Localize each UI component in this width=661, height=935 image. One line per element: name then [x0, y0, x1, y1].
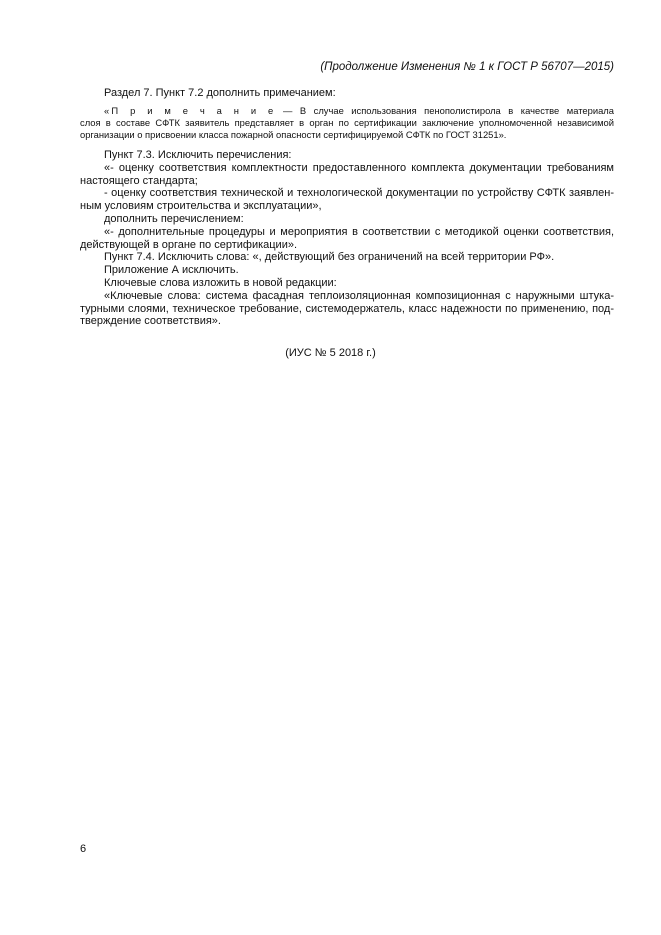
page-number: 6 — [80, 843, 87, 855]
note-line-3: организации о присвоении класса пожарной опасности сертифицируемой СФТК по ГОСТ 31251». — [80, 129, 507, 140]
body-line: турными слоями, техническое требование, системодержатель, класс надежности по применению, под- — [80, 302, 614, 315]
body-line: «- дополнительные процедуры и мероприятия в соответствии с методикой оценки соответствия, — [104, 225, 614, 238]
body-line: ным условиям строительства и эксплуатации», — [80, 200, 322, 213]
body-line: Ключевые слова изложить в новой редакции: — [104, 276, 337, 289]
note-block — [80, 105, 614, 141]
note-line-2: слоя в составе СФТК заявитель представляет в орган по сертификации заключение уполномоченной независимой — [80, 117, 614, 128]
body-line: Пункт 7.3. Исключить перечисления: — [104, 149, 292, 161]
body-line: настоящего стандарта; — [80, 174, 198, 187]
note-label: «П р и м е ч а н и е — [104, 105, 276, 116]
body-line: «Ключевые слова: система фасадная теплоизоляционная композиционная с наружными штука- — [104, 289, 614, 302]
body-line: - оценку соответствия технической и технологической документации по устройству СФТК заявлен- — [104, 187, 614, 200]
note-text: — В случае использования пенополистирола в качестве материала — [282, 105, 614, 116]
section-7-intro: Раздел 7. Пункт 7.2 дополнить примечанием: — [104, 87, 336, 99]
body-line: Пункт 7.4. Исключить слова: «, действующий без ограничений на всей территории РФ». — [104, 251, 555, 264]
body-line: тверждение соответствия». — [80, 315, 221, 328]
body-line: дополнить перечислением: — [104, 212, 244, 225]
body-line: действующей в органе по сертификации». — [80, 238, 298, 251]
running-header: (Продолжение Изменения № 1 к ГОСТ Р 56707—2015) — [320, 61, 614, 73]
body-line: Приложение А исключить. — [104, 264, 239, 277]
body-line: «- оценку соответствия комплектности предоставленного комплекта документации требованиям — [104, 161, 614, 174]
note-line-1 — [80, 105, 614, 117]
body-text — [80, 149, 614, 328]
ius-reference: (ИУС № 5 2018 г.) — [285, 347, 376, 359]
